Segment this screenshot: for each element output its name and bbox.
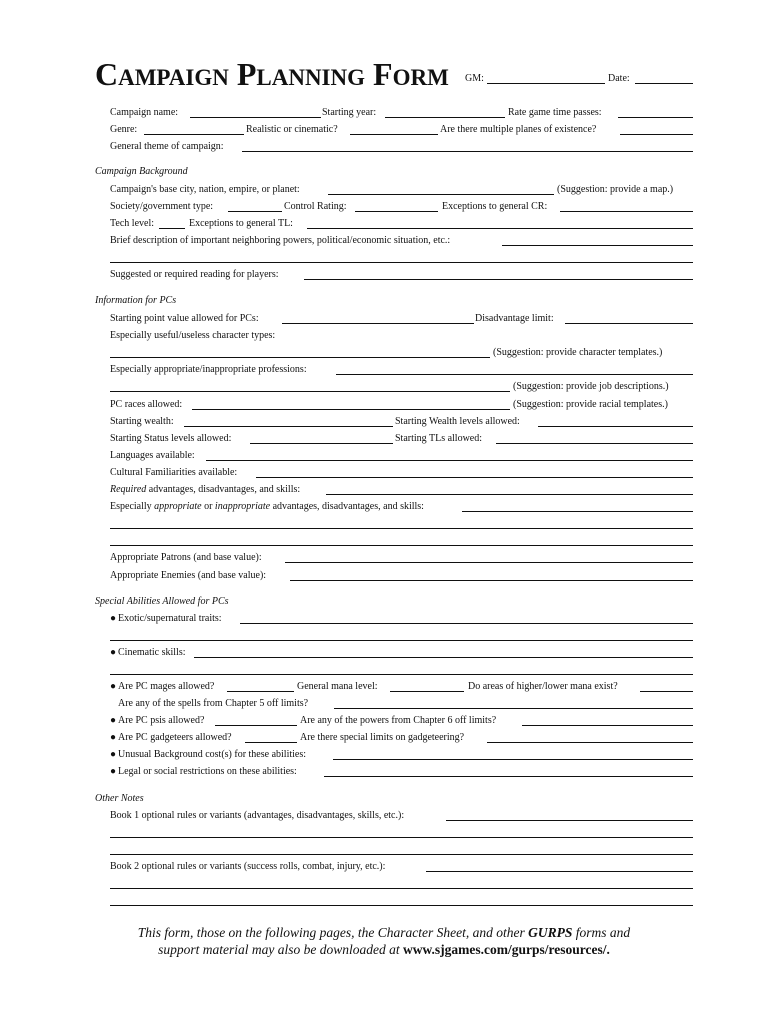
cultural-label: Cultural Familiarities available: xyxy=(110,467,238,478)
racial-templates-suggestion: (Suggestion: provide racial templates.) xyxy=(513,399,668,410)
pc-races-label: PC races allowed: xyxy=(110,399,183,410)
starting-points-field[interactable] xyxy=(282,323,474,324)
genre-field[interactable] xyxy=(144,134,244,135)
mana-areas-label: Do areas of higher/lower mana exist? xyxy=(468,681,618,692)
unusual-background-label: Unusual Background cost(s) for these abilities: xyxy=(118,749,307,760)
theme-label: General theme of campaign: xyxy=(110,141,224,152)
disadvantage-limit-label: Disadvantage limit: xyxy=(475,313,554,324)
book1-rules-line-3[interactable] xyxy=(110,854,693,855)
gm-label: GM: xyxy=(465,73,484,84)
bullet-icon: ● xyxy=(110,766,117,777)
starting-tls-label: Starting TLs allowed: xyxy=(395,433,483,444)
bullet-icon: ● xyxy=(110,613,117,624)
unusual-background-field[interactable] xyxy=(333,759,693,760)
rate-time-label: Rate game time passes: xyxy=(508,107,602,118)
patrons-label: Appropriate Patrons (and base value): xyxy=(110,552,262,563)
required-traits-label: Required advantages, disadvantages, and skills: xyxy=(110,484,301,495)
wealth-levels-field[interactable] xyxy=(538,426,693,427)
appropriate-traits-line-3[interactable] xyxy=(110,545,693,546)
exceptions-tl-field[interactable] xyxy=(307,228,693,229)
book2-rules-line-2[interactable] xyxy=(110,888,693,889)
useful-types-label: Especially useful/useless character types: xyxy=(110,330,276,341)
powers-off-limits-field[interactable] xyxy=(522,725,693,726)
spells-off-limits-label: Are any of the spells from Chapter 5 off limits? xyxy=(118,698,309,709)
section-other-notes: Other Notes xyxy=(95,793,144,804)
footer-line-2: support material may also be downloaded at www.sjgames.com/gurps/resources/. xyxy=(158,942,610,957)
base-city-suggestion: (Suggestion: provide a map.) xyxy=(557,184,674,195)
starting-points-label: Starting point value allowed for PCs: xyxy=(110,313,259,324)
mages-field[interactable] xyxy=(227,691,294,692)
exotic-traits-field[interactable] xyxy=(240,623,693,624)
base-city-label: Campaign's base city, nation, empire, or planet: xyxy=(110,184,300,195)
psis-label: Are PC psis allowed? xyxy=(118,715,205,726)
starting-wealth-label: Starting wealth: xyxy=(110,416,174,427)
form-title: CAMPAIGN PLANNING FORM xyxy=(95,56,449,92)
bullet-icon: ● xyxy=(110,732,117,743)
psis-field[interactable] xyxy=(215,725,297,726)
cinematic-skills-line-2[interactable] xyxy=(110,674,693,675)
disadvantage-limit-field[interactable] xyxy=(565,323,693,324)
mana-areas-field[interactable] xyxy=(640,691,693,692)
exotic-traits-line-2[interactable] xyxy=(110,640,693,641)
planes-field[interactable] xyxy=(620,134,693,135)
legal-restrictions-field[interactable] xyxy=(324,776,693,777)
powers-off-limits-label: Are any of the powers from Chapter 6 off limits? xyxy=(300,715,497,726)
professions-field-2[interactable] xyxy=(110,391,510,392)
status-levels-label: Starting Status levels allowed: xyxy=(110,433,232,444)
book2-rules-label: Book 2 optional rules or variants (success rolls, combat, injury, etc.): xyxy=(110,861,386,872)
patrons-field[interactable] xyxy=(285,562,693,563)
appropriate-traits-label: Especially appropriate or inappropriate advantages, disadvantages, and skills: xyxy=(110,501,424,512)
date-field[interactable] xyxy=(635,83,693,84)
section-information-for-pcs: Information for PCs xyxy=(95,295,177,306)
cinematic-skills-field[interactable] xyxy=(194,657,693,658)
section-campaign-background: Campaign Background xyxy=(95,166,188,177)
languages-label: Languages available: xyxy=(110,450,195,461)
brief-description-label: Brief description of important neighboring powers, political/economic situation, etc.: xyxy=(110,235,451,246)
gadgeteers-field[interactable] xyxy=(245,742,297,743)
campaign-name-label: Campaign name: xyxy=(110,107,179,118)
society-label: Society/government type: xyxy=(110,201,214,212)
date-label: Date: xyxy=(608,73,630,84)
gadgeteers-label: Are PC gadgeteers allowed? xyxy=(118,732,232,743)
realistic-field[interactable] xyxy=(350,134,438,135)
required-traits-field[interactable] xyxy=(326,494,693,495)
control-rating-field[interactable] xyxy=(355,211,438,212)
professions-label: Especially appropriate/inappropriate professions: xyxy=(110,364,307,375)
campaign-name-field[interactable] xyxy=(190,117,321,118)
starting-wealth-field[interactable] xyxy=(184,426,393,427)
bullet-icon: ● xyxy=(110,681,117,692)
status-levels-field[interactable] xyxy=(250,443,393,444)
reading-field[interactable] xyxy=(304,279,693,280)
starting-year-label: Starting year: xyxy=(322,107,377,118)
book1-rules-field[interactable] xyxy=(446,820,693,821)
base-city-field[interactable] xyxy=(328,194,554,195)
rate-time-field[interactable] xyxy=(618,117,693,118)
book2-rules-line-3[interactable] xyxy=(110,905,693,906)
exotic-traits-label: Exotic/supernatural traits: xyxy=(118,613,222,624)
cinematic-skills-label: Cinematic skills: xyxy=(118,647,186,658)
enemies-label: Appropriate Enemies (and base value): xyxy=(110,570,267,581)
wealth-levels-label: Starting Wealth levels allowed: xyxy=(395,416,520,427)
society-field[interactable] xyxy=(228,211,282,212)
resources-link[interactable]: www.sjgames.com/gurps/resources/. xyxy=(403,942,610,957)
spells-off-limits-field[interactable] xyxy=(334,708,693,709)
useful-types-field[interactable] xyxy=(110,357,490,358)
exceptions-cr-label: Exceptions to general CR: xyxy=(442,201,548,212)
exceptions-cr-field[interactable] xyxy=(560,211,693,212)
tech-level-field[interactable] xyxy=(159,228,185,229)
bullet-icon: ● xyxy=(110,647,117,658)
languages-field[interactable] xyxy=(206,460,693,461)
starting-year-field[interactable] xyxy=(385,117,505,118)
section-special-abilities: Special Abilities Allowed for PCs xyxy=(95,596,229,607)
footer-line-1: This form, those on the following pages, the Character Sheet, and other GURPS forms and xyxy=(137,925,631,940)
professions-field[interactable] xyxy=(336,374,693,375)
legal-restrictions-label: Legal or social restrictions on these abilities: xyxy=(118,766,297,777)
exceptions-tl-label: Exceptions to general TL: xyxy=(189,218,293,229)
enemies-field[interactable] xyxy=(290,580,693,581)
gm-field[interactable] xyxy=(487,83,605,84)
planes-label: Are there multiple planes of existence? xyxy=(440,124,597,135)
character-templates-suggestion: (Suggestion: provide character templates.) xyxy=(493,347,663,358)
reading-label: Suggested or required reading for players: xyxy=(110,269,279,280)
mages-label: Are PC mages allowed? xyxy=(118,681,215,692)
footer-note xyxy=(0,924,768,958)
bullet-icon: ● xyxy=(110,749,117,760)
pc-races-field[interactable] xyxy=(192,409,510,410)
book2-rules-field[interactable] xyxy=(426,871,693,872)
starting-tls-field[interactable] xyxy=(496,443,693,444)
realistic-label: Realistic or cinematic? xyxy=(246,124,338,135)
job-descriptions-suggestion: (Suggestion: provide job descriptions.) xyxy=(513,381,669,392)
control-rating-label: Control Rating: xyxy=(284,201,347,212)
gadget-limits-label: Are there special limits on gadgeteering? xyxy=(300,732,465,743)
bullet-icon: ● xyxy=(110,715,117,726)
mana-level-label: General mana level: xyxy=(297,681,378,692)
tech-level-label: Tech level: xyxy=(110,218,154,229)
appropriate-traits-line-2[interactable] xyxy=(110,528,693,529)
gadget-limits-field[interactable] xyxy=(487,742,693,743)
appropriate-traits-field[interactable] xyxy=(462,511,693,512)
book1-rules-line-2[interactable] xyxy=(110,837,693,838)
brief-description-line-2[interactable] xyxy=(110,262,693,263)
brief-description-field[interactable] xyxy=(502,245,693,246)
cultural-field[interactable] xyxy=(256,477,693,478)
genre-label: Genre: xyxy=(110,124,138,135)
mana-level-field[interactable] xyxy=(390,691,464,692)
theme-field[interactable] xyxy=(242,151,693,152)
book1-rules-label: Book 1 optional rules or variants (advantages, disadvantages, skills, etc.): xyxy=(110,810,405,821)
